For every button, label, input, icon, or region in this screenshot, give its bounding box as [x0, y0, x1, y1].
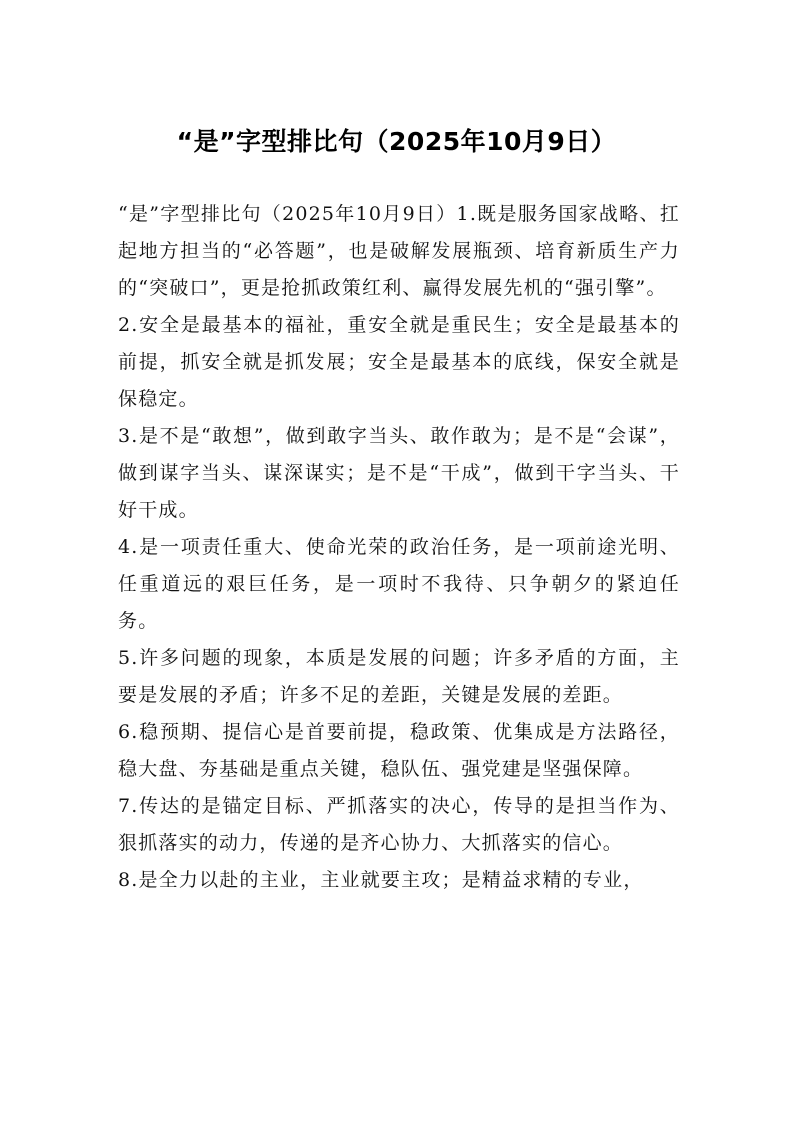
- paragraph-1: “是”字型排比句（2025年10月9日）1.既是服务国家战略、扛起地方担当的“必答题”，也是破解发展瓶颈、培育新质生产力的“突破口”，更是抢抓政策红利、赢得发展先机的“强引擎”。: [118, 203, 680, 299]
- paragraph-4: 4.是一项责任重大、使命光荣的政治任务，是一项前途光明、任重道远的艰巨任务，是一项时不我待、只争朝夕的紧迫任务。: [118, 536, 680, 632]
- paragraph-2: 2.安全是最基本的福祉，重安全就是重民生；安全是最基本的前提，抓安全就是抓发展；安全是最基本的底线，保安全就是保稳定。: [118, 314, 680, 410]
- document-title: “是”字型排比句（2025年10月9日）: [176, 127, 617, 156]
- paragraph-7: 7.传达的是锚定目标、严抓落实的决心，传导的是担当作为、狠抓落实的动力，传递的是齐心协力、大抓落实的信心。: [118, 795, 680, 854]
- paragraph-8: 8.是全力以赴的主业，主业就要主攻；是精益求精的专业，: [118, 869, 644, 891]
- paragraph-3: 3.是不是“敢想”，做到敢字当头、敢作敢为；是不是“会谋”，做到谋字当头、谋深谋实；是不是“干成”，做到干字当头、干好干成。: [118, 425, 680, 521]
- paragraph-5: 5.许多问题的现象，本质是发展的问题；许多矛盾的方面，主要是发展的矛盾；许多不足的差距，关键是发展的差距。: [118, 647, 680, 706]
- paragraph-6: 6.稳预期、提信心是首要前提，稳政策、优集成是方法路径，稳大盘、夯基础是重点关键，稳队伍、强党建是坚强保障。: [118, 721, 680, 780]
- document-body: [118, 196, 680, 899]
